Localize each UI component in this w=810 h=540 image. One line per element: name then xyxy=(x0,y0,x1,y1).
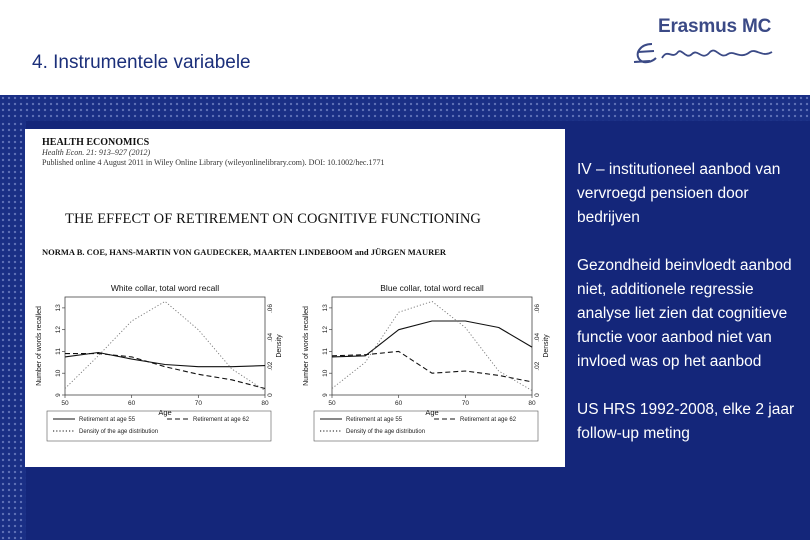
chart-white-collar xyxy=(33,279,285,459)
y-tick-label: 12 xyxy=(322,326,329,334)
x-tick-label: 70 xyxy=(194,400,202,407)
y2-axis-label: Density xyxy=(276,334,283,358)
y2-tick-label: .04 xyxy=(534,332,541,342)
y-tick-label: 9 xyxy=(322,393,329,397)
y-axis-label: Number of words recalled xyxy=(36,306,43,386)
y2-tick-label: .06 xyxy=(267,304,274,314)
legend-label: Retirement at age 62 xyxy=(460,417,517,423)
paper-title: THE EFFECT OF RETIREMENT ON COGNITIVE FUNCTIONING xyxy=(65,211,481,227)
bullet-item: IV – institutioneel aanbod van vervroegd pensioen door bedrijven xyxy=(577,161,781,226)
legend-label: Density of the age distribution xyxy=(346,429,426,435)
series-line-solid xyxy=(332,321,532,357)
y2-tick-label: .02 xyxy=(534,361,541,371)
legend-label: Retirement at age 55 xyxy=(79,417,136,423)
x-tick-label: 80 xyxy=(261,400,269,407)
dotted-stripe xyxy=(0,95,810,121)
bullet-item: Gezondheid beinvloedt aanbod niet, additionele regressie analyse liet zien dat cognitieve functie voor aanbod niet van invloed was op het aanbod xyxy=(577,257,792,370)
y-axis-label: Number of words recalled xyxy=(303,306,310,386)
chart-blue-collar xyxy=(300,279,552,459)
slide-body xyxy=(0,95,810,540)
y-tick-label: 13 xyxy=(322,304,329,312)
erasmus-mc-logo xyxy=(632,10,782,70)
series-line-dotted xyxy=(332,301,532,390)
dotted-stripe-left xyxy=(0,121,26,540)
y-tick-label: 13 xyxy=(55,304,62,312)
slide-header xyxy=(0,0,810,95)
y2-tick-label: .04 xyxy=(267,332,274,342)
y-tick-label: 11 xyxy=(55,348,62,355)
y2-tick-label: 0 xyxy=(534,393,541,397)
paper-published: Published online 4 August 2011 in Wiley Online Library (wileyonlinelibrary.com). DOI: 10.1002/hec.1771 xyxy=(42,158,385,167)
y2-axis-label: Density xyxy=(543,334,550,358)
plot-frame xyxy=(332,297,532,395)
x-tick-label: 50 xyxy=(61,400,69,407)
paper-journal: HEALTH ECONOMICS xyxy=(42,137,150,148)
legend-label: Retirement at age 55 xyxy=(346,417,403,423)
paper-authors: NORMA B. COE, HANS-MARTIN VON GAUDECKER, MAARTEN LINDEBOOM and JÜRGEN MAURER xyxy=(42,247,447,257)
paper-citation: Health Econ. 21: 913–927 (2012) xyxy=(42,148,151,157)
y2-tick-label: .06 xyxy=(534,304,541,314)
y-tick-label: 10 xyxy=(322,369,329,377)
y-tick-label: 12 xyxy=(55,326,62,334)
y-tick-label: 11 xyxy=(322,348,329,355)
legend-label: Density of the age distribution xyxy=(79,429,159,435)
paper-screenshot xyxy=(25,129,565,467)
y-tick-label: 10 xyxy=(55,369,62,377)
x-tick-label: 60 xyxy=(395,400,403,407)
logo-text: Erasmus MC xyxy=(658,16,772,37)
y2-tick-label: 0 xyxy=(267,393,274,397)
series-line-dotted xyxy=(65,301,265,390)
bullet-item: US HRS 1992-2008, elke 2 jaar follow-up meting xyxy=(577,401,795,442)
chart-title: White collar, total word recall xyxy=(110,283,220,293)
bullet-list xyxy=(577,158,802,470)
x-tick-label: 50 xyxy=(328,400,336,407)
y-tick-label: 9 xyxy=(55,393,62,397)
x-axis-label: Age xyxy=(158,408,172,417)
legend-label: Retirement at age 62 xyxy=(193,417,250,423)
y2-tick-label: .02 xyxy=(267,361,274,371)
x-tick-label: 70 xyxy=(461,400,469,407)
x-tick-label: 80 xyxy=(528,400,536,407)
logo-script-icon xyxy=(632,34,782,74)
chart-title: Blue collar, total word recall xyxy=(380,283,484,293)
x-tick-label: 60 xyxy=(128,400,136,407)
slide-title: 4. Instrumentele variabele xyxy=(32,52,251,73)
x-axis-label: Age xyxy=(425,408,439,417)
